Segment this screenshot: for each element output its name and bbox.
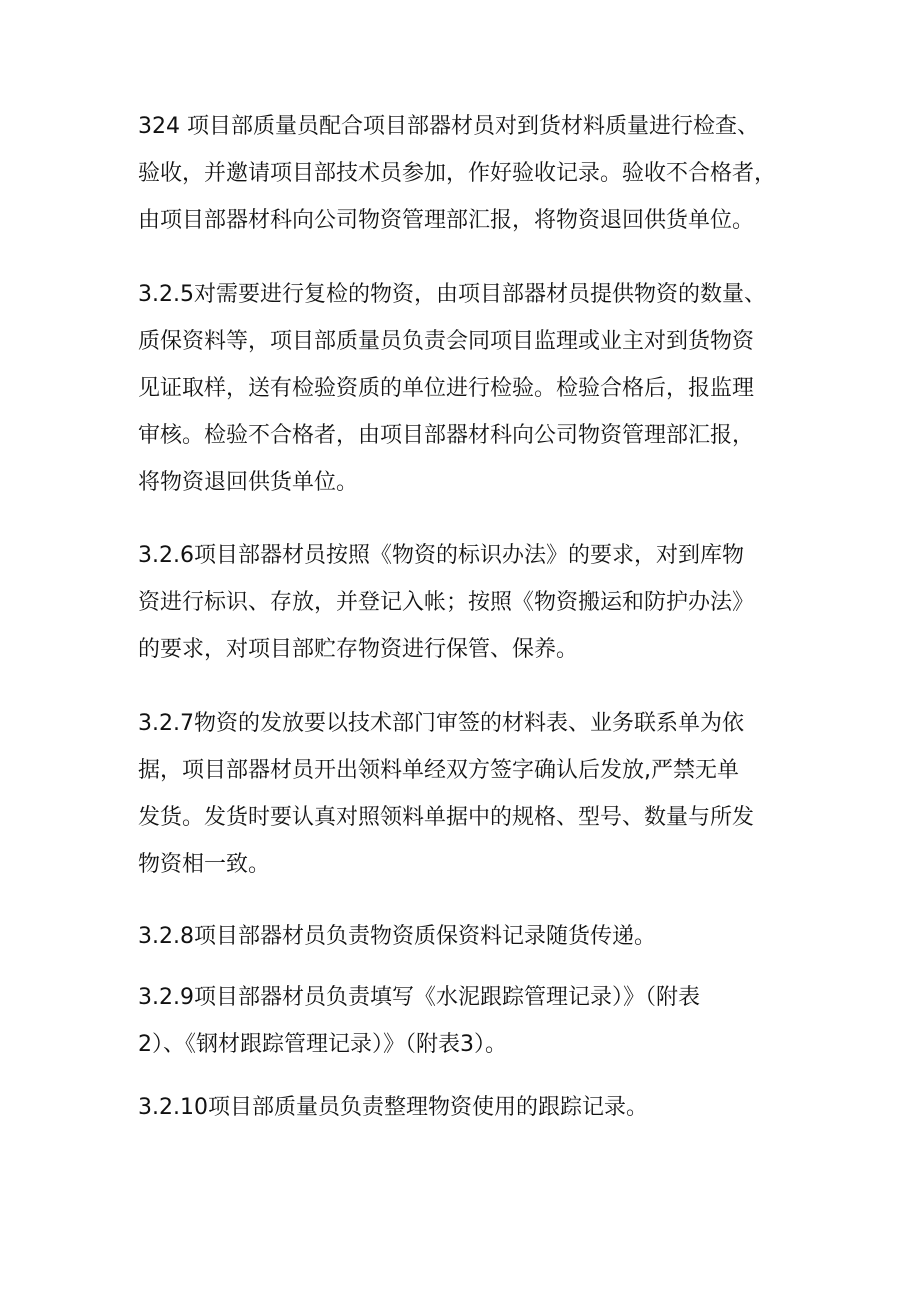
text-line: 审核。检验不合格者，由项目部器材科向公司物资管理部汇报， — [138, 423, 755, 448]
text-line: 2）、《钢材跟踪管理记录）》（附表3）。 — [138, 1032, 507, 1057]
paragraph-3-2-6 — [138, 532, 798, 673]
text-line: 的要求，对项目部贮存物资进行保管、保养。 — [138, 637, 579, 662]
paragraph-3-2-7 — [138, 700, 798, 888]
paragraph-3-2-8 — [138, 913, 798, 960]
text-line: 3.2.6项目部器材员按照《物资的标识办法》的要求，对到库物 — [138, 543, 744, 568]
text-line: 3.2.7物资的发放要以技术部门审签的材料表、业务联系单为依 — [138, 711, 744, 736]
text-line: 验收，并邀请项目部技术员参加，作好验收记录。验收不合格者， — [138, 161, 777, 186]
paragraph-3-2-10 — [138, 1084, 798, 1131]
text-line: 3.2.10项目部质量员负责整理物资使用的跟踪记录。 — [138, 1095, 648, 1120]
text-line: 质保资料等，项目部质量员负责会同项目监理或业主对到货物资 — [138, 329, 755, 354]
paragraph-3-2-4 — [138, 103, 798, 244]
text-line: 3.2.9项目部器材员负责填写《水泥跟踪管理记录）》（附表 — [138, 985, 700, 1010]
text-line: 见证取样，送有检验资质的单位进行检验。检验合格后，报监理 — [138, 376, 755, 401]
text-line: 3.2.5对需要进行复检的物资，由项目部器材员提供物资的数量、 — [138, 282, 766, 307]
text-line: 发货。发货时要认真对照领料单据中的规格、型号、数量与所发 — [138, 805, 755, 830]
text-line: 将物资退回供货单位。 — [138, 470, 359, 495]
text-line: 物资相一致。 — [138, 852, 271, 877]
text-line: 324 项目部质量员配合项目部器材员对到货材料质量进行检查、 — [138, 114, 759, 139]
paragraph-3-2-5 — [138, 271, 798, 506]
paragraph-3-2-9 — [138, 974, 798, 1068]
text-line: 由项目部器材科向公司物资管理部汇报，将物资退回供货单位。 — [138, 208, 755, 233]
text-line: 据，项目部器材员开出领料单经双方签字确认后发放,严禁无单 — [138, 758, 739, 783]
text-line: 3.2.8项目部器材员负责物资质保资料记录随货传递。 — [138, 924, 656, 949]
text-line: 资进行标识、存放，并登记入帐；按照《物资搬运和防护办法》 — [138, 590, 755, 615]
